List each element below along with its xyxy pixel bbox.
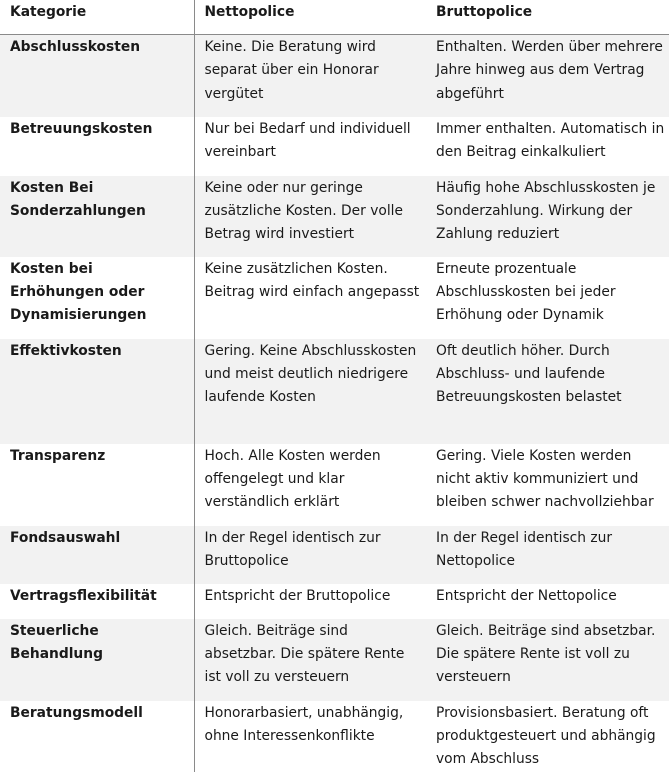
table-row bbox=[0, 339, 669, 444]
row-brutto: Gering. Viele Kosten werden nicht aktiv kommuniziert und bleiben schwer nachvollziehbar bbox=[436, 447, 654, 511]
row-netto: Keine oder nur geringe zusätzliche Kosten. Der volle Betrag wird investiert bbox=[194, 176, 426, 257]
table-row bbox=[0, 176, 669, 257]
table-row bbox=[0, 257, 669, 339]
row-brutto: Oft deutlich höher. Durch Abschluss- und laufende Betreuungskosten belastet bbox=[426, 339, 669, 444]
row-brutto: Erneute prozentuale Abschlusskosten bei jeder Erhöhung oder Dynamik bbox=[436, 260, 616, 324]
row-category: Kosten Bei Sonderzahlungen bbox=[0, 176, 194, 257]
table-header-row bbox=[0, 0, 669, 35]
row-brutto: Entspricht der Nettopolice bbox=[436, 587, 617, 604]
table-row bbox=[0, 584, 669, 619]
row-category: Fondsauswahl bbox=[0, 526, 194, 584]
row-netto: Hoch. Alle Kosten werden offengelegt und klar verständlich erklärt bbox=[204, 447, 381, 511]
row-netto: Nur bei Bedarf und individuell vereinbart bbox=[204, 120, 411, 160]
row-netto: Keine. Die Beratung wird separat über ein Honorar vergütet bbox=[194, 35, 426, 117]
table-row bbox=[0, 526, 669, 584]
row-category: Abschlusskosten bbox=[0, 35, 194, 117]
header-kategorie: Kategorie bbox=[0, 0, 194, 35]
row-category: Kosten bei Erhöhungen oder Dynamisierungen bbox=[0, 257, 194, 339]
row-category: Steuerliche Behandlung bbox=[0, 619, 194, 701]
row-brutto: Immer enthalten. Automatisch in den Beitrag einkalkuliert bbox=[436, 120, 665, 160]
row-netto: Gleich. Beiträge sind absetzbar. Die spätere Rente ist voll zu versteuern bbox=[194, 619, 426, 701]
row-category: Transparenz bbox=[0, 444, 194, 526]
table-row bbox=[0, 444, 669, 526]
row-brutto: Provisionsbasiert. Beratung oft produktgesteuert und abhängig vom Abschluss bbox=[436, 704, 656, 768]
row-netto: Entspricht der Bruttopolice bbox=[204, 587, 391, 604]
row-category: Effektivkosten bbox=[0, 339, 194, 444]
table-row bbox=[0, 619, 669, 701]
row-category: Beratungsmodell bbox=[0, 701, 194, 772]
header-nettopolice: Nettopolice bbox=[194, 0, 426, 35]
row-brutto: Gleich. Beiträge sind absetzbar. Die spätere Rente ist voll zu versteuern bbox=[426, 619, 669, 701]
table-row bbox=[0, 701, 669, 772]
row-netto: Gering. Keine Abschlusskosten und meist deutlich niedrigere laufende Kosten bbox=[194, 339, 426, 444]
table-row bbox=[0, 35, 669, 117]
row-netto: In der Regel identisch zur Bruttopolice bbox=[194, 526, 426, 584]
row-netto: Keine zusätzlichen Kosten. Beitrag wird einfach angepasst bbox=[204, 260, 420, 300]
row-category: Vertragsflexibilität bbox=[0, 584, 194, 619]
header-bruttopolice: Bruttopolice bbox=[426, 0, 669, 35]
row-brutto: Enthalten. Werden über mehrere Jahre hinweg aus dem Vertrag abgeführt bbox=[426, 35, 669, 117]
row-brutto: Häufig hohe Abschlusskosten je Sonderzahlung. Wirkung der Zahlung reduziert bbox=[426, 176, 669, 257]
row-brutto: In der Regel identisch zur Nettopolice bbox=[426, 526, 669, 584]
table-row bbox=[0, 117, 669, 176]
row-category: Betreuungskosten bbox=[0, 117, 194, 176]
row-netto: Honorarbasiert, unabhängig, ohne Interessenkonflikte bbox=[204, 704, 404, 744]
